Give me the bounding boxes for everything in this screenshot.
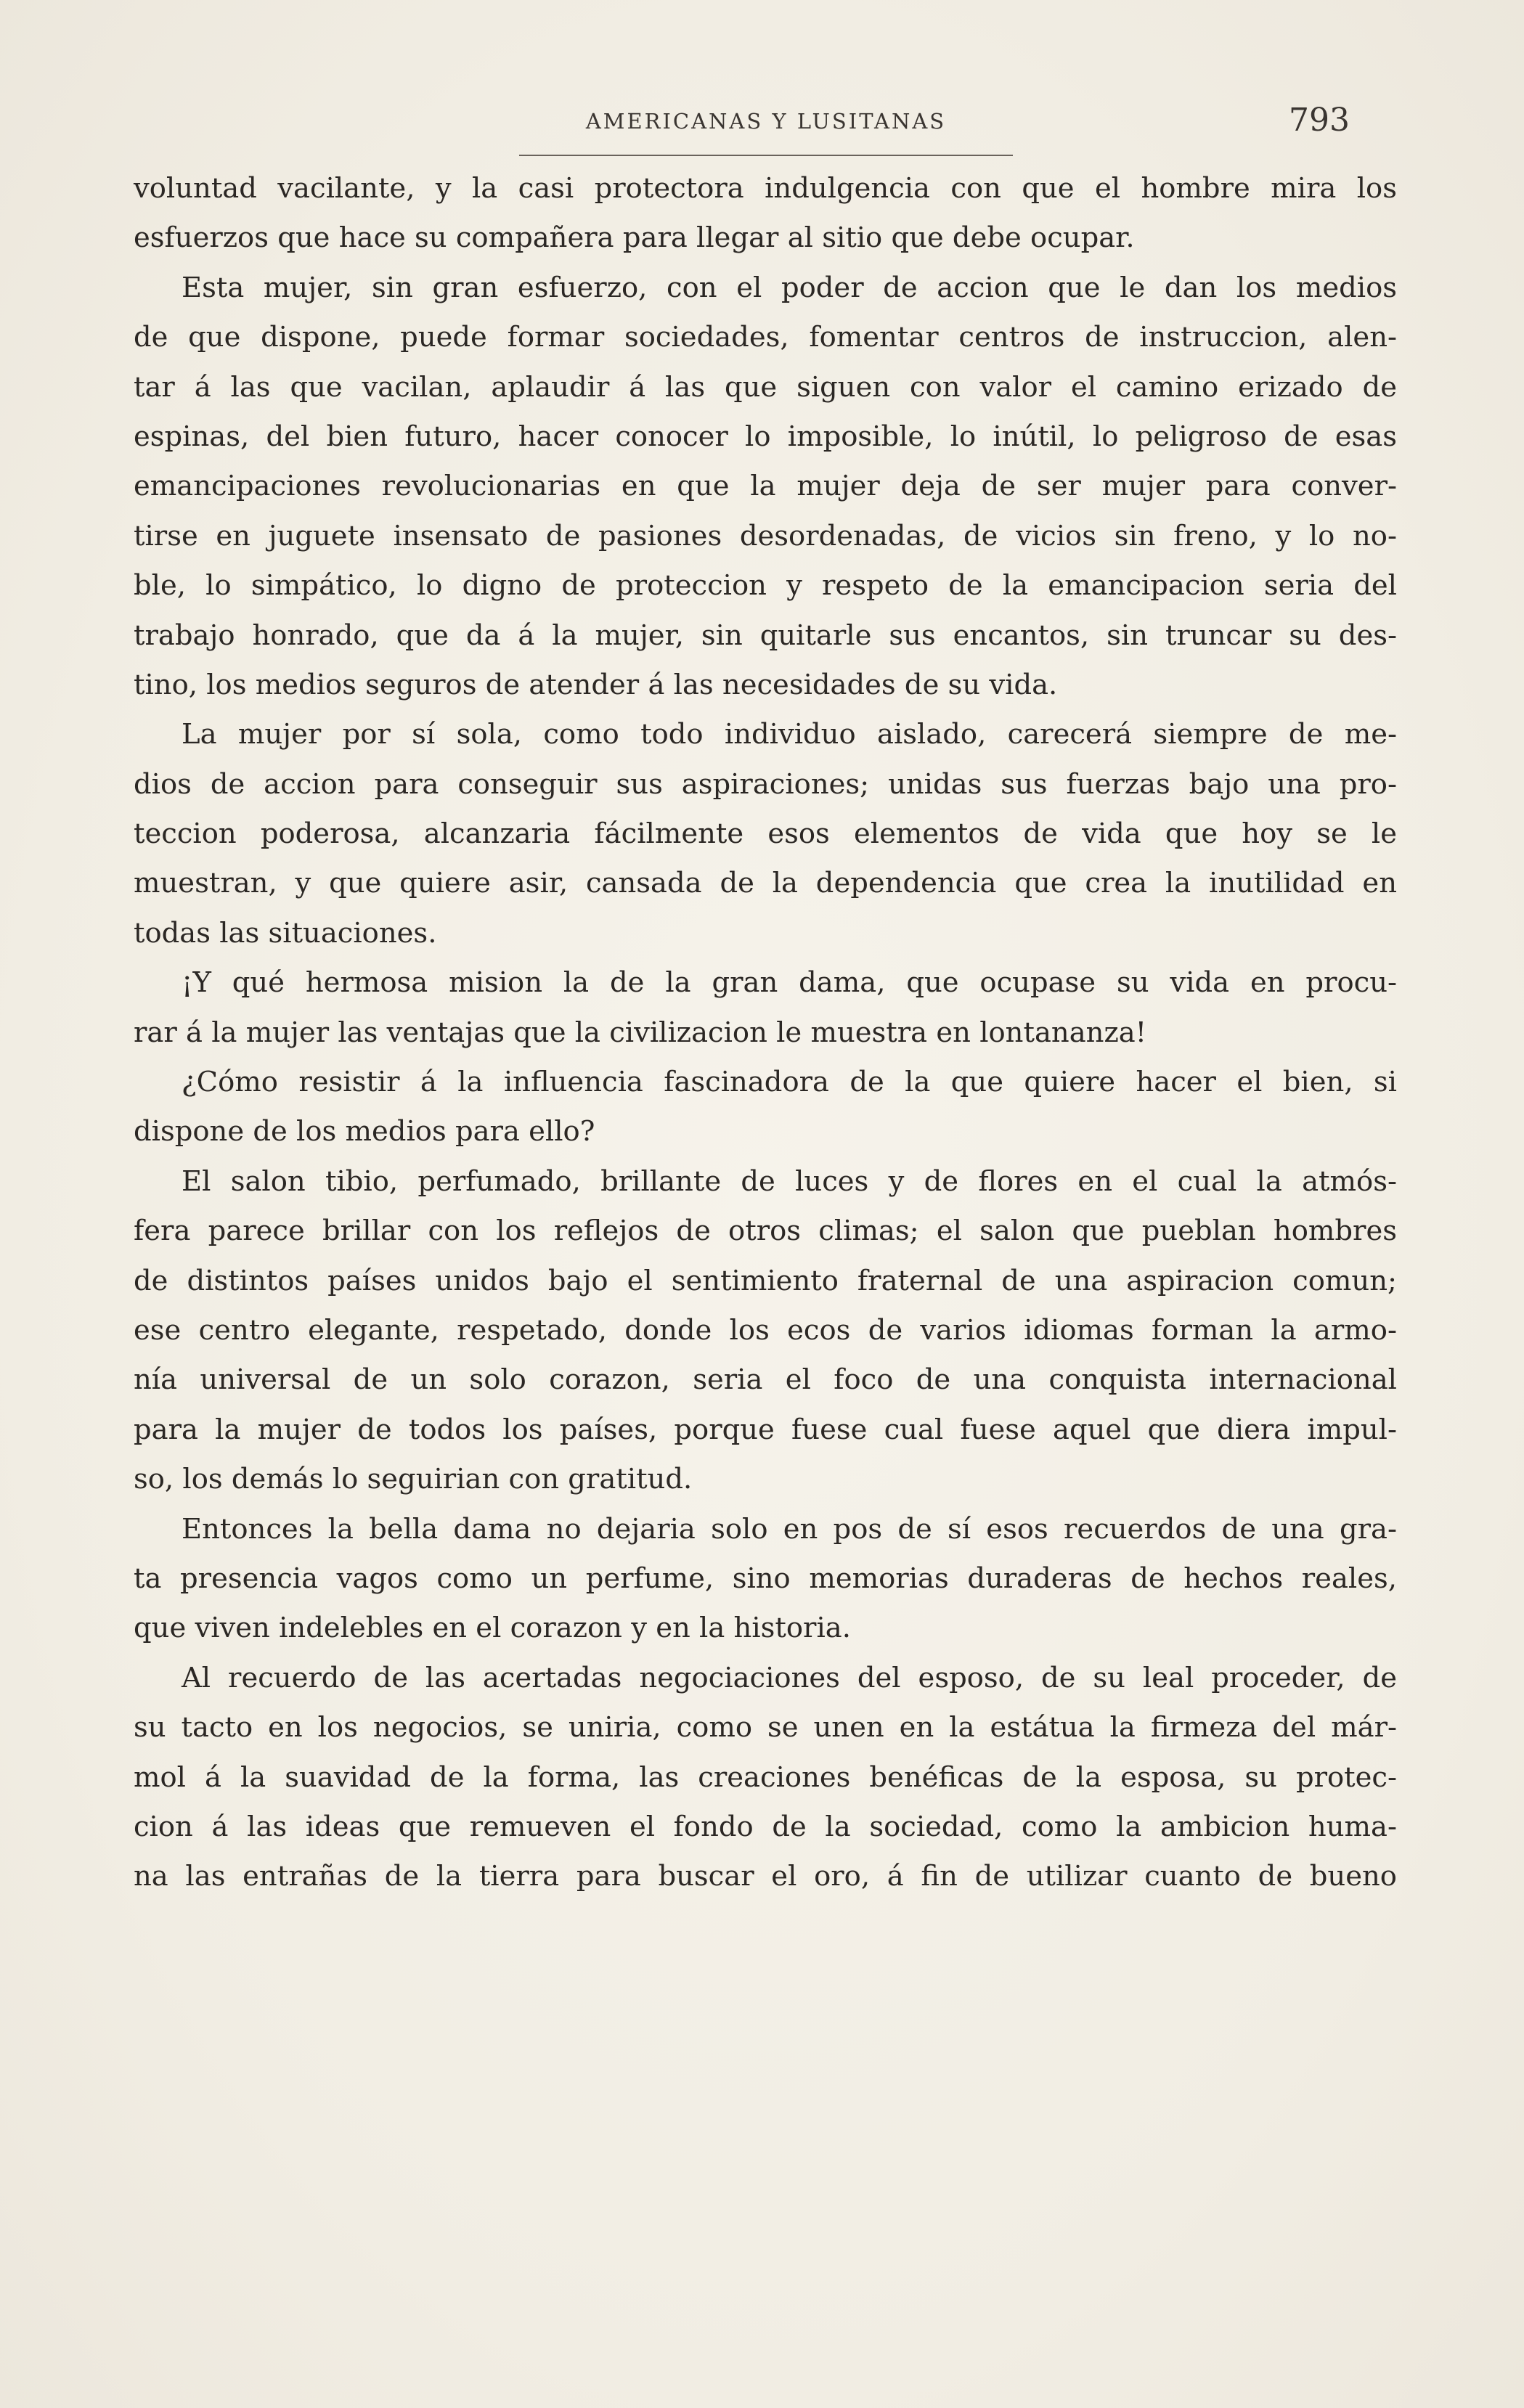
text-line: de distintos países unidos bajo el sentimiento fraternal de una aspiracion comun;	[134, 1264, 1397, 1297]
text-line: trabajo honrado, que da á la mujer, sin quitarle sus encantos, sin truncar su des-	[134, 619, 1397, 652]
text-line: dios de accion para conseguir sus aspiraciones; unidas sus fuerzas bajo una pro-	[134, 767, 1397, 801]
text-line: Esta mujer, sin gran esfuerzo, con el poder de accion que le dan los medios	[182, 271, 1397, 304]
header-rule	[519, 155, 1013, 156]
text-line: La mujer por sí sola, como todo individuo aislado, carecerá siempre de me-	[182, 718, 1397, 751]
text-line: ta presencia vagos como un perfume, sino memorias duraderas de hechos reales,	[134, 1562, 1397, 1595]
text-line: que viven indelebles en el corazon y en la historia.	[134, 1612, 851, 1645]
body-text	[134, 164, 1397, 1902]
text-line: so, los demás lo seguirian con gratitud.	[134, 1463, 693, 1496]
text-line: Al recuerdo de las acertadas negociaciones del esposo, de su leal proceder, de	[182, 1661, 1397, 1694]
text-line: El salon tibio, perfumado, brillante de luces y de flores en el cual la atmós-	[182, 1164, 1397, 1198]
text-line: cion á las ideas que remueven el fondo de la sociedad, como la ambicion huma-	[134, 1810, 1397, 1843]
text-line: na las entrañas de la tierra para buscar el oro, á fin de utilizar cuanto de bueno	[134, 1860, 1397, 1893]
page-number: 793	[1289, 102, 1350, 139]
text-line: todas las situaciones.	[134, 916, 437, 950]
text-line: emancipaciones revolucionarias en que la mujer deja de ser mujer para conver-	[134, 470, 1397, 503]
text-line: mol á la suavidad de la forma, las creaciones benéficas de la esposa, su protec-	[134, 1760, 1397, 1794]
text-line: tino, los medios seguros de atender á las necesidades de su vida.	[134, 668, 1058, 701]
text-line: teccion poderosa, alcanzaria fácilmente esos elementos de vida que hoy se le	[134, 817, 1397, 851]
text-line: ¡Y qué hermosa mision la de la gran dama, que ocupase su vida en procu-	[182, 966, 1397, 1000]
text-line: ¿Cómo resistir á la influencia fascinadora de la que quiere hacer el bien, si	[182, 1066, 1397, 1099]
text-line: muestran, y que quiere asir, cansada de la dependencia que crea la inutilidad en	[134, 867, 1397, 900]
text-line: tar á las que vacilan, aplaudir á las que siguen con valor el camino erizado de	[134, 370, 1397, 404]
text-line: espinas, del bien futuro, hacer conocer lo imposible, lo inútil, lo peligroso de esas	[134, 420, 1397, 453]
text-line: nía universal de un solo corazon, seria el foco de una conquista internacional	[134, 1363, 1397, 1397]
text-line: dispone de los medios para ello?	[134, 1115, 595, 1148]
text-line: ble, lo simpático, lo digno de proteccion y respeto de la emancipacion seria del	[134, 569, 1397, 603]
text-line: fera parece brillar con los reflejos de otros climas; el salon que pueblan hombres	[134, 1215, 1397, 1248]
text-line: ese centro elegante, respetado, donde los ecos de varios idiomas forman la armo-	[134, 1313, 1397, 1347]
text-line: Entonces la bella dama no dejaria solo en pos de sí esos recuerdos de una gra-	[182, 1512, 1397, 1546]
text-line: de que dispone, puede formar sociedades, fomentar centros de instruccion, alen-	[134, 321, 1397, 354]
text-line: tirse en juguete insensato de pasiones desordenadas, de vicios sin freno, y lo no-	[134, 519, 1397, 552]
text-line: esfuerzos que hace su compañera para llegar al sitio que debe ocupar.	[134, 221, 1135, 255]
running-title: AMERICANAS Y LUSITANAS	[585, 109, 947, 134]
text-line: su tacto en los negocios, se uniria, como se unen en la estátua la firmeza del már-	[134, 1711, 1397, 1744]
text-line: voluntad vacilante, y la casi protectora indulgencia con que el hombre mira los	[134, 172, 1397, 205]
text-line: rar á la mujer las ventajas que la civilizacion le muestra en lontananza!	[134, 1016, 1147, 1049]
text-line: para la mujer de todos los países, porque fuese cual fuese aquel que diera impul-	[134, 1413, 1397, 1446]
